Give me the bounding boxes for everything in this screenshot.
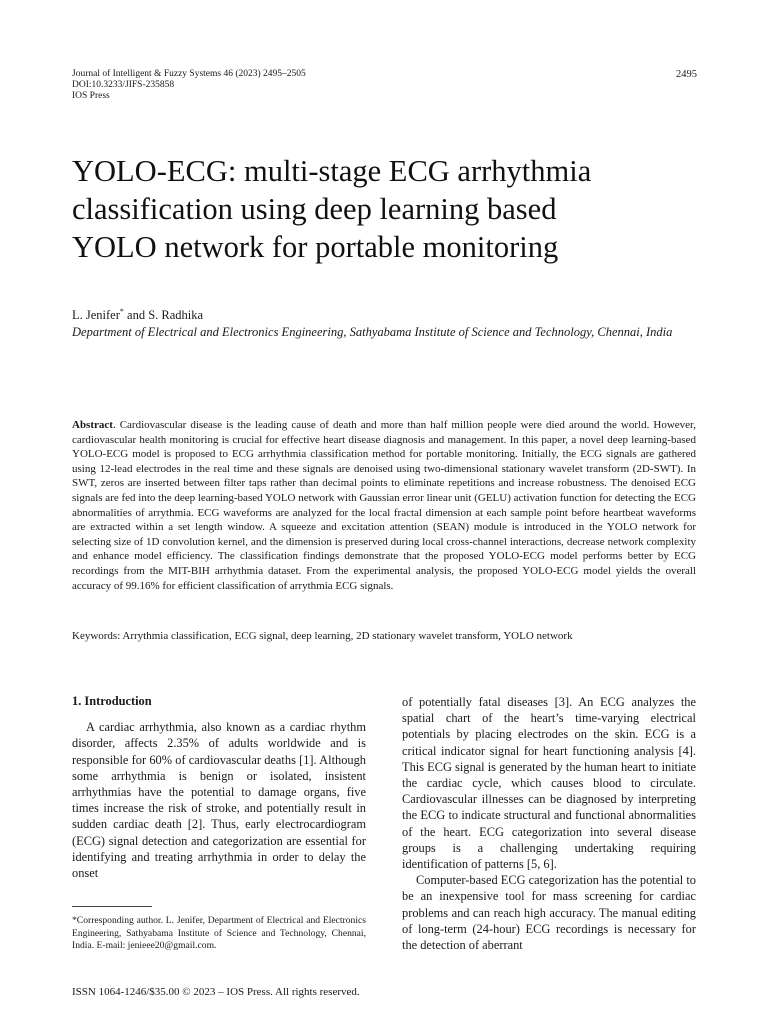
right-column: [402, 694, 696, 953]
title-line: YOLO network for portable monitoring: [72, 230, 559, 264]
publisher: IOS Press: [72, 91, 110, 101]
affiliation: Department of Electrical and Electronics Engineering, Sathyabama Institute of Science and Technology, Chennai, India: [72, 325, 673, 339]
running-header: [72, 69, 306, 102]
title-line: classification using deep learning based: [72, 192, 557, 226]
body-paragraph: A cardiac arrhythmia, also known as a cardiac rhythm disorder, affects 2.35% of adults worldwide and is responsible for 60% of cardiovascular deaths [1]. Although some arrhythmia is benign or isolated, insistent arrhythmias have the potential to damage organs, five times increase the risk of stroke, and potentially result in sudden cardiac death [2]. Thus, early electrocardiogram (ECG) signal detection and categorization are essential for identifying and treating arrhythmia in order to delay the onset: [72, 720, 366, 881]
journal-citation: Journal of Intelligent & Fuzzy Systems 46 (2023) 2495–2505: [72, 69, 306, 79]
copyright-footer: ISSN 1064-1246/$35.00 © 2023 – IOS Press. All rights reserved.: [72, 986, 360, 998]
doi: DOI:10.3233/JIFS-235858: [72, 80, 175, 90]
body-paragraph: Computer-based ECG categorization has the potential to be an inexpensive tool for mass screening for cardiac problems and can reach high accuracy. The manual editing of long-term (24-hour) ECG recordings is necessary for the detection of aberrant: [402, 873, 696, 953]
body-paragraph: of potentially fatal diseases [3]. An ECG analyzes the spatial chart of the heart’s time-varying electrical potentials by placing electrodes on the skin. ECG is a critical indicator signal for heart functioning analysis [4]. This ECG signal is generated by the human heart to initiate the cardiac cycle, which causes blood to circulate. Cardiovascular illnesses can be diagnosed by interpreting the ECG to indicate structural and functional abnormalities of the heart. ECG categorization into several disease groups is a challenging undertaking requiring identification of patterns [5, 6].: [402, 695, 696, 872]
abstract-label: Abstract: [72, 419, 113, 431]
authors: [72, 307, 203, 323]
author-name: and S. Radhika: [123, 308, 204, 323]
author-name: L. Jenifer: [72, 308, 120, 323]
section-heading: 1. Introduction: [72, 694, 152, 708]
title-line: YOLO-ECG: multi-stage ECG arrhythmia: [72, 154, 592, 188]
page-number: 2495: [676, 69, 697, 80]
corresponding-mark: *: [119, 307, 124, 316]
abstract: [72, 418, 696, 593]
keywords: Keywords: Arrythmia classification, ECG signal, deep learning, 2D stationary wavelet transform, YOLO network: [72, 630, 573, 642]
footnote: *Corresponding author. L. Jenifer, Department of Electrical and Electronics Engineering, Sathyabama Institute of Science and Technology, Chennai, India. E-mail: jenieee20@gmail.com.: [72, 915, 366, 952]
footnote-rule: [72, 906, 152, 907]
left-column: [72, 693, 366, 881]
paper-title: [72, 152, 712, 266]
abstract-text: . Cardiovascular disease is the leading cause of death and more than half million people were died around the world. However, cardiovascular health monitoring is crucial for effective heart disease diagnosis and management. In this paper, a novel deep learning-based YOLO-ECG model is proposed to ECG arrhythmia classification method for portable monitoring. Initially, the ECG signals are gathered using 12-lead electrodes in the real time and these signals are denoised using two-dimensional stationary wavelet transform (2D-SWT). In SWT, zeros are inserted between filter taps rather than decimal points to eliminate repetitions and increase robustness. The denoised ECG signals are fed into the deep learning-based YOLO network with Gaussian error linear unit (GELU) activation function for detecting the ECG abnormalities of arrythmia. ECG waveforms are analyzed for the local fractal dimension at each sample point before heartbeat waveforms are extracted within a set length window. A squeeze and excitation attention (SEAN) module is introduced in the YOLO network for selecting size of 1D convolution kernel, and the dimension is preserved during local cross-channel interactions, decrease network complexity and enhance model efficiency. The classification findings demonstrate that the proposed YOLO-ECG model performs better by ECG recordings from the MIT-BIH arrhythmia dataset. From the experimental analysis, the proposed YOLO-ECG model yields the overall accuracy of 99.16% for efficient classification of arrythmia ECG signals.: [72, 419, 696, 592]
